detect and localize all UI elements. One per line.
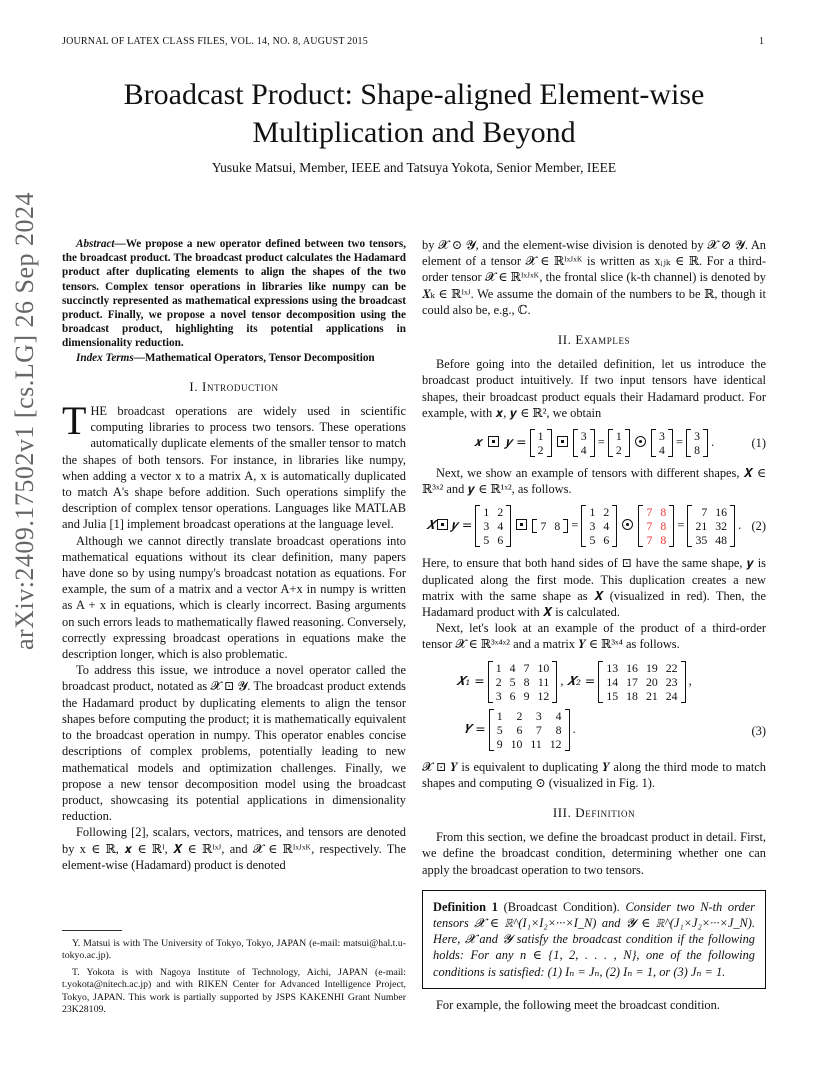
matrix-cell: 6 — [603, 533, 610, 548]
matrix-cell: 8 — [694, 443, 700, 458]
matrix-row — [479, 533, 507, 547]
equation-1: 𝒙 𝒚 = 1 2 3 4 = 1 2 3 4 = 3 8 . (1) — [473, 429, 766, 458]
matrix-row — [534, 429, 548, 443]
broadcast-symbol — [557, 436, 568, 447]
eq2-matrix-result — [687, 505, 735, 547]
definition-body: Consider two N-th order tensors 𝓧 ∈ ℝ^(I₁×I₂×···×I_N) and 𝓨 ∈ ℝ^(J₁×J₂×···×J_N). Here, 𝓧 and 𝓨 satisfy the broadcast condition if the following holds: For any n ∈ {1, 2, . . . , N}, one of the following conditions is satisfied: (1) Iₙ = Jₙ, (2) Iₙ = 1, or (3) Jₙ = 1. — [433, 899, 756, 979]
matrix-row — [577, 429, 591, 443]
matrix-table — [642, 505, 670, 547]
abstract: Abstract—We propose a new operator defined between two tensors, the broadcast product. The broadcast product calculates the Hadamard product after duplicating elements to align the shapes of the two tensors. Complex tensor operations in libraries like numpy can be succinctly represented as mathematical expressions using the broadcast product. Finally, we propose a novel tensor decomposition using the broadcast product, highlighting its potential applications in dimensionality reduction. — [62, 238, 406, 350]
matrix-cell: 3 — [659, 429, 665, 444]
matrix-row — [690, 429, 704, 443]
eq3-y-label: 𝒀 = — [456, 720, 486, 736]
eq3-x1-label: 𝑿₁ = — [456, 672, 485, 688]
equation-2: 𝑿 𝒚 = 1 2 3 4 5 6 7 8 = 1 2 3 4 5 6 7 8 7 8 7 8 = 7 16 21 32 35 48 . (2) — [426, 505, 766, 548]
broadcast-symbol — [437, 519, 448, 530]
examples-paragraph-2: Next, we show an example of tensors with different shapes, 𝑿 ∈ ℝ³ˣ² and 𝒚 ∈ ℝ¹ˣ², as follows. — [422, 466, 766, 497]
matrix-row — [691, 519, 731, 533]
matrix-cell: 16 — [626, 660, 638, 675]
equation-number-1: (1) — [751, 435, 766, 450]
eq2-matrix-duplicated-y — [638, 505, 674, 547]
footnote-matsui: Y. Matsui is with The University of Tokyo, Tokyo, JAPAN (e-mail: matsui@hal.t.u-tokyo.ac.jp). — [62, 938, 406, 962]
hadamard-symbol — [635, 436, 646, 447]
matrix-cell: 3 — [589, 519, 596, 534]
examples-paragraph-5: 𝓧 ⊡ 𝒀 is equivalent to duplicating 𝒀 along the third mode to match shapes and computing ⊙ (visualized in Fig. 1). — [422, 759, 766, 790]
matrix-cell: 9 — [523, 688, 530, 703]
matrix-cell: 2 — [495, 674, 502, 689]
matrix-cell: 17 — [626, 674, 638, 689]
matrix-cell: 14 — [606, 674, 619, 689]
equation-3 — [422, 661, 766, 751]
footnotes — [62, 938, 406, 1020]
running-head: JOURNAL OF LATEX CLASS FILES, VOL. 14, NO. 8, AUGUST 2015 — [62, 36, 368, 47]
eq1-matrix-y2 — [651, 429, 673, 457]
matrix-table — [602, 661, 681, 703]
eq1-matrix-y — [573, 429, 595, 457]
matrix-row — [691, 533, 731, 547]
matrix-row — [612, 429, 626, 443]
matrix-row — [585, 519, 613, 533]
eq3-matrix-X2 — [598, 661, 685, 703]
section-heading-definition: III. Definition — [552, 805, 636, 821]
matrix-cell: 21 — [645, 688, 658, 703]
matrix-row — [492, 675, 554, 689]
eq1-matrix-result — [686, 429, 708, 457]
definition-subtitle: (Broadcast Condition). — [503, 899, 620, 914]
dropcap: T — [62, 398, 87, 444]
matrix-cell: 7 — [701, 505, 708, 520]
intro-paragraph-1-text: HE broadcast operations are widely used in scientific computing libraries to process two tensors. These operations automatically duplicate elements of the smaller tensor to match the shapes of both tensors. For instance, in libraries like numpy, when adding a vector x to a matrix A, x is automatically duplicated to match A's shape before addition. Such operations simplify the description of complex tensor operations. Languages like MATLAB and Julia [1] implement broadcast operations at the language level. — [62, 404, 406, 532]
matrix-cell: 8 — [523, 674, 530, 689]
matrix-cell: 3 — [535, 708, 542, 723]
matrix-row — [691, 505, 731, 519]
matrix-cell: 10 — [510, 736, 523, 751]
matrix-row — [534, 443, 548, 457]
matrix-cell: 3 — [495, 688, 502, 703]
matrix-cell: 1 — [537, 429, 544, 444]
eq3-x2-label: 𝑿₂ = — [566, 672, 596, 688]
matrix-cell: 4 — [555, 708, 562, 723]
intro-paragraph-3: To address this issue, we introduce a novel operator called the broadcast product, notated as 𝓧 ⊡ 𝓨. The broadcast product extends the Hadamard product by duplicating elements to align the tensor shapes before computing the product; it is mathematically equivalent to the broadcast operation in numpy. This operator enables concise descriptions of complex problems, potentially leading to new mathematical models and optimization challenges. Finally, we propose a new tensor decomposition model using the broadcast product, showcasing its potential applications in dimensionality reduction. — [62, 663, 406, 824]
eq3-line-2: 𝒀 = 1 2 3 4 5 6 7 8 9 10 11 12 . — [456, 708, 576, 751]
matrix-cell: 8 — [660, 505, 667, 520]
matrix-cell: 7 — [646, 519, 653, 534]
matrix-cell: 8 — [660, 533, 667, 548]
matrix-cell: 4 — [497, 519, 504, 534]
matrix-cell: 8 — [555, 722, 562, 737]
matrix-row — [493, 709, 566, 723]
matrix-cell: 12 — [537, 688, 550, 703]
abstract-text: We propose a new operator defined between two tensors, the broadcast product. The broadcast product calculates the Hadamard product after duplicating elements to align the shapes of the two tensors. Complex tensor operations in libraries like numpy can be succinctly represented as mathematical expressions using the broadcast product. Finally, we propose a novel tensor decomposition using the broadcast product, highlighting its potential applications in dimensionality reduction. — [62, 238, 406, 350]
matrix-row — [642, 519, 670, 533]
matrix-cell: 19 — [645, 660, 658, 675]
index-terms-text: Mathematical Operators, Tensor Decomposition — [144, 351, 375, 364]
equation-number-3: (3) — [751, 723, 766, 738]
matrix-row — [536, 519, 564, 533]
matrix-row — [493, 737, 566, 751]
matrix-cell: 5 — [483, 533, 490, 548]
matrix-cell: 4 — [603, 519, 610, 534]
matrix-cell: 16 — [715, 505, 728, 520]
section-heading-introduction: I. Introduction — [189, 378, 279, 394]
matrix-cell: 3 — [483, 519, 490, 534]
eq1-matrix-x2 — [608, 429, 630, 457]
matrix-cell: 2 — [497, 505, 504, 520]
definition-paragraph-2: For example, the following meet the broadcast condition. — [436, 997, 720, 1012]
matrix-table — [691, 505, 731, 547]
matrix-row — [602, 675, 681, 689]
matrix-row — [602, 689, 681, 703]
broadcast-symbol — [488, 436, 499, 447]
definition-box — [422, 890, 766, 989]
matrix-cell: 12 — [549, 736, 562, 751]
matrix-cell: 21 — [695, 519, 708, 534]
matrix-cell: 7 — [535, 722, 542, 737]
matrix-row — [585, 505, 613, 519]
matrix-cell: 20 — [645, 674, 658, 689]
matrix-cell: 48 — [715, 533, 728, 548]
matrix-row — [655, 429, 669, 443]
section-heading-examples: II. Examples — [557, 332, 631, 348]
page-number: 1 — [759, 36, 764, 47]
matrix-row — [690, 443, 704, 457]
broadcast-symbol — [516, 519, 527, 530]
matrix-cell: 24 — [665, 688, 678, 703]
matrix-row — [577, 443, 591, 457]
arxiv-stamp[interactable]: arXiv:2409.17502v1 [cs.LG] 26 Sep 2024 — [10, 191, 39, 650]
matrix-table — [577, 429, 591, 457]
matrix-table — [690, 429, 704, 457]
matrix-cell: 6 — [509, 688, 516, 703]
matrix-cell: 6 — [516, 722, 523, 737]
matrix-cell: 15 — [606, 688, 619, 703]
matrix-cell: 22 — [665, 660, 678, 675]
matrix-cell: 10 — [537, 660, 550, 675]
matrix-table — [492, 661, 554, 703]
intro-paragraph-2: Although we cannot directly translate broadcast operations into mathematical equations without its clear definition, many papers have done so by using numpy's broadcast notation as equations. For example, the sum of a matrix and a vector A+x in numpy is written as A + x in equations, which is clearly incorrect. Basing arguments on such errors leads to mathematically flawed reasoning. Conversely, correctly expressing broadcast operations in equations make the description longer, which is also problematic. — [62, 533, 406, 662]
matrix-cell: 9 — [496, 736, 503, 751]
matrix-cell: 13 — [606, 660, 619, 675]
matrix-cell: 8 — [660, 519, 667, 534]
matrix-cell: 2 — [603, 505, 610, 520]
eq1-lhs: 𝒙 𝒚 = — [473, 433, 527, 449]
matrix-cell: 5 — [589, 533, 596, 548]
matrix-row — [585, 533, 613, 547]
matrix-table — [612, 429, 626, 457]
matrix-cell: 7 — [646, 533, 653, 548]
matrix-table — [479, 505, 507, 547]
matrix-cell: 18 — [626, 688, 638, 703]
matrix-cell: 23 — [665, 674, 678, 689]
eq3-matrix-X1 — [488, 661, 558, 703]
abstract-label: Abstract — [76, 238, 115, 250]
intro-paragraph-4: Following [2], scalars, vectors, matrices, and tensors are denoted by x ∈ ℝ, 𝒙 ∈ ℝᴵ, 𝑿 ∈ ℝᴵˣᴶ, and 𝓧 ∈ ℝᴵˣᴶˣᴷ, respectively. The element-wise (Hadamard) product is denoted — [62, 825, 406, 872]
matrix-cell: 11 — [530, 736, 542, 751]
examples-paragraph-3: Here, to ensure that both hand sides of ⊡ have the same shape, 𝒚 is duplicated along the first mode. This duplication creates a new matrix with the same shape as 𝑿 (visualized in red). Then, the Hadamard product with 𝑿 is calculated. — [422, 556, 766, 620]
examples-paragraph-1: Before going into the detailed definition, let us introduce the broadcast product intuitively. If two input tensors have identical shapes, their broadcast product equals their Hadamard product. For example, with 𝒙, 𝒚 ∈ ℝ², we obtain — [422, 357, 766, 420]
notation-paragraph: by 𝓧 ⊙ 𝓨, and the element-wise division is denoted by 𝓧 ⊘ 𝓨. An element of a tensor 𝓧 ∈ ℝᴵˣᴶˣᴷ is written as xᵢⱼₖ ∈ ℝ. For a third-order tensor 𝓧 ∈ ℝᴵˣᴶˣᴷ, the frontal slice (k-th channel) is denoted by 𝑿ₖ ∈ ℝᴵˣᴶ. We assume the domain of the numbers to be ℝ, though it could also be, e.g., ℂ. — [422, 238, 766, 317]
matrix-cell: 35 — [695, 533, 708, 548]
matrix-table — [493, 709, 566, 751]
matrix-cell: 2 — [615, 443, 622, 458]
matrix-cell: 3 — [580, 429, 587, 444]
matrix-row — [655, 443, 669, 457]
eq3-line-1: 𝑿₁ = 1 4 7 10 2 5 8 11 3 6 9 12 , 𝑿₂ = 13 16 19 22 14 17 20 23 15 18 21 24 , — [456, 660, 692, 703]
matrix-row — [479, 519, 507, 533]
footnote-yokota: T. Yokota is with Nagoya Institute of Technology, Aichi, JAPAN (e-mail: t.yokota@nitech.ac.jp) and with RIKEN Center for Advanced Intelligence Project, Tokyo, JAPAN. This work is partially supported by JSPS KAKENHI Grant Number 23K28109. — [62, 966, 406, 1016]
matrix-row — [602, 661, 681, 675]
eq1-matrix-x — [530, 429, 552, 457]
matrix-cell: 1 — [483, 505, 490, 520]
matrix-cell: 4 — [580, 443, 587, 458]
definition-title: Definition 1 — [433, 899, 498, 914]
matrix-cell: 11 — [537, 674, 550, 689]
matrix-row — [492, 661, 554, 675]
author-line: Yusuke Matsui, Member, IEEE and Tatsuya Yokota, Senior Member, IEEE — [211, 160, 617, 175]
intro-paragraph-1 — [62, 398, 406, 533]
matrix-cell: 2 — [516, 708, 523, 723]
left-column — [62, 237, 406, 873]
footnote-rule — [62, 930, 122, 931]
matrix-cell: 2 — [537, 443, 544, 458]
matrix-cell: 3 — [694, 429, 700, 444]
index-terms: Index Terms—Mathematical Operators, Tensor Decomposition — [76, 351, 375, 364]
matrix-cell: 4 — [659, 443, 665, 458]
matrix-cell: 1 — [589, 505, 596, 520]
matrix-cell: 7 — [523, 660, 530, 675]
matrix-cell: 32 — [715, 519, 728, 534]
matrix-row — [642, 505, 670, 519]
matrix-row — [492, 689, 554, 703]
matrix-cell: 5 — [496, 722, 503, 737]
eq2-matrix-X2 — [581, 505, 617, 547]
matrix-table — [655, 429, 669, 457]
definition-paragraph-1: From this section, we define the broadcast product in detail. First, we define the broadcast condition, determining whether one can apply the broadcast operation to two tensors. — [422, 830, 766, 877]
matrix-table — [534, 429, 548, 457]
matrix-cell: 7 — [646, 505, 653, 520]
matrix-row — [612, 443, 626, 457]
eq3-matrix-Y — [489, 709, 570, 751]
eq2-lhs: 𝑿 𝒚 = — [426, 517, 473, 533]
matrix-row — [479, 505, 507, 519]
matrix-cell: 1 — [495, 660, 502, 675]
eq2-matrix-X — [475, 505, 511, 547]
paper-title: Broadcast Product: Shape-aligned Element-wise Multiplication and Beyond — [123, 78, 705, 149]
eq2-matrix-y — [532, 519, 568, 533]
matrix-cell: 7 — [540, 519, 547, 534]
matrix-table — [585, 505, 613, 547]
index-terms-label: Index Terms — [76, 351, 134, 364]
examples-paragraph-4: Next, let's look at an example of the product of a third-order tensor 𝓧 ∈ ℝ³ˣ⁴ˣ² and a matrix 𝒀 ∈ ℝ³ˣ⁴ as follows. — [422, 621, 766, 652]
matrix-cell: 1 — [496, 708, 503, 723]
matrix-row — [493, 723, 566, 737]
right-column — [422, 237, 766, 1013]
matrix-row — [642, 533, 670, 547]
equation-number-2: (2) — [751, 519, 766, 534]
matrix-cell: 8 — [554, 519, 561, 534]
matrix-cell: 5 — [509, 674, 516, 689]
matrix-cell: 1 — [615, 429, 622, 444]
hadamard-symbol — [622, 519, 633, 530]
matrix-cell: 6 — [497, 533, 504, 548]
matrix-cell: 4 — [509, 660, 516, 675]
matrix-table — [536, 519, 564, 533]
